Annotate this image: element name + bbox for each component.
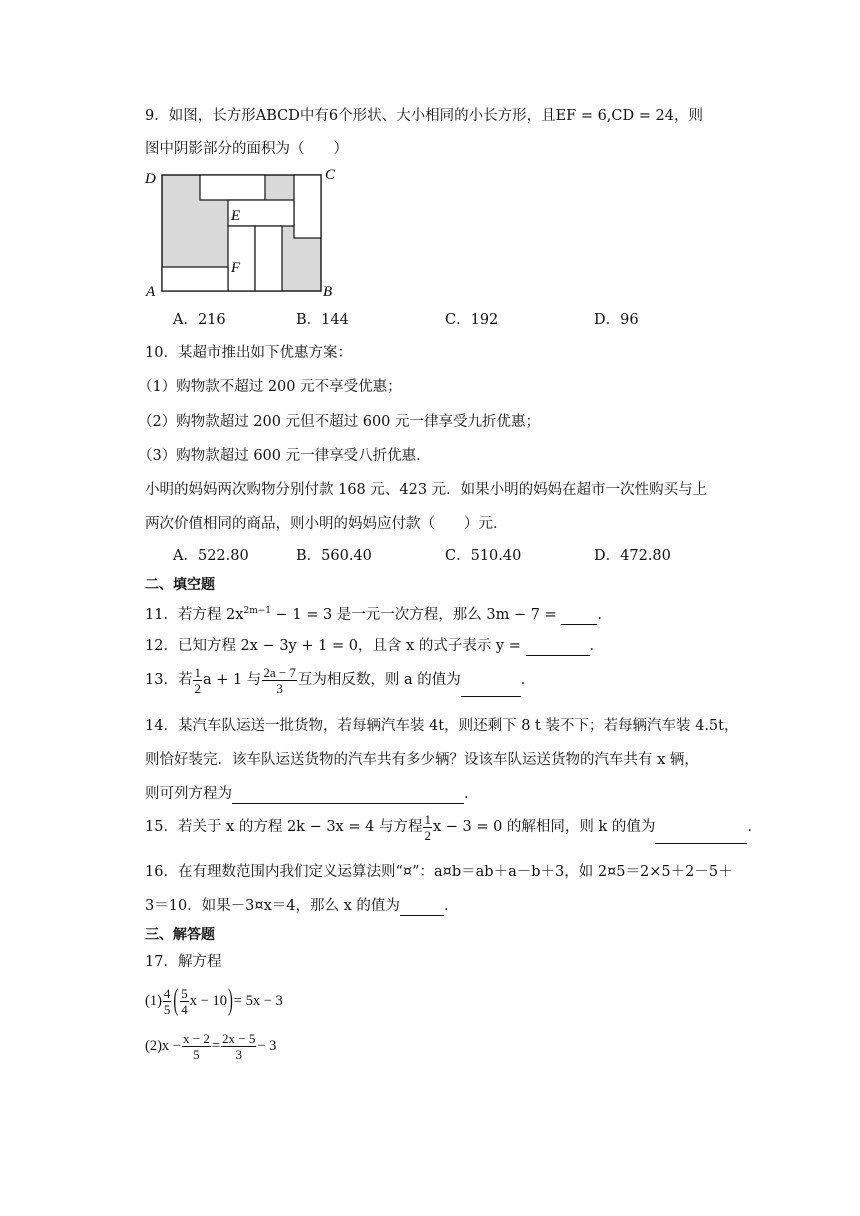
q10-line1: 10．某超市推出如下优惠方案： xyxy=(145,345,352,361)
q9-option-c[interactable]: C．192 xyxy=(445,312,499,328)
q13: 13．若 $\frac{1}{2}$ a + 1 与 $\frac{2a - 7}{3}$ 互为相反数，则 a 的值为 ． xyxy=(145,664,536,696)
q15-fraction: $\frac{1}{2}$ xyxy=(424,811,431,843)
q10-line3: （2）购物款超过 200 元但不超过 600 元一律享受九折优惠； xyxy=(138,414,541,430)
q17-p1-fraction-b: $\frac{5}{4}$ xyxy=(181,985,188,1017)
q11-pre: 11．若方程 2x xyxy=(145,607,244,623)
q16-line1: 16．在有理数范围内我们定义运算法则“¤”：a¤b＝ab＋a－b＋3，如 2¤5＝2×5＋2－5＋ xyxy=(145,864,733,880)
q12-answer-blank[interactable] xyxy=(526,639,590,656)
q15: 15．若关于 x 的方程 2k − 3x = 4 与方程 $\frac{1}{2}$ x − 3 = 0 的解相同，则 k 的值为 ． xyxy=(145,811,762,843)
q9-option-a[interactable]: A．216 xyxy=(173,312,226,328)
q14-answer-blank[interactable] xyxy=(232,787,464,804)
q9-option-d[interactable]: D．96 xyxy=(594,312,639,328)
q13-fraction-2: $\frac{2a - 7}{3}$ xyxy=(263,664,296,696)
small-rect-top xyxy=(200,175,265,200)
shaded-region-left-top xyxy=(200,200,228,267)
rectangle-figure xyxy=(143,166,343,301)
q9-line2: 图中阴影部分的面积为（ ） xyxy=(145,141,348,157)
q13-fraction-1: $\frac{1}{2}$ xyxy=(194,664,201,696)
q17-title: 17．解方程 xyxy=(145,954,222,970)
q12: 12．已知方程 2x − 3y + 1 = 0，且含 x 的式子表示 y = ． xyxy=(145,638,604,654)
q10-option-b[interactable]: B．560.40 xyxy=(296,548,372,564)
label-b: B xyxy=(323,284,333,300)
q11-exponent: 2m−1 xyxy=(243,606,271,617)
q10-line2: （1）购物款不超过 200 元不享受优惠； xyxy=(138,379,402,395)
label-d: D xyxy=(145,171,156,187)
q10-option-a[interactable]: A．522.80 xyxy=(173,548,249,564)
q17-p2-fraction-2: $\frac{2x - 5}{3}$ xyxy=(222,1030,256,1062)
q16-answer-blank[interactable] xyxy=(400,899,444,916)
q15-answer-blank[interactable] xyxy=(655,827,747,844)
q9-option-b[interactable]: B．144 xyxy=(296,312,349,328)
q14-line3: 则可列方程为 ． xyxy=(145,786,479,802)
q14-line2: 则恰好装完．该车队运送货物的汽车共有多少辆？设该车队运送货物的汽车共有 x 辆， xyxy=(145,752,699,768)
q12-pre: 12．已知方程 2x − 3y + 1 = 0，且含 x 的式子表示 y = xyxy=(145,638,526,654)
small-rect-v2 xyxy=(255,226,282,291)
q17-part2: (2)x − $\frac{x - 2}{5}$ = $\frac{2x - 5}{3}$ − 3 xyxy=(145,1030,277,1062)
q13-answer-blank[interactable] xyxy=(461,680,521,697)
q16-line2: 3＝10．如果－3¤x＝4，那么 x 的值为 ． xyxy=(145,898,459,914)
q17-p2-fraction-1: $\frac{x - 2}{5}$ xyxy=(182,1030,210,1062)
section-fill-in-title: 二、填空题 xyxy=(145,577,215,593)
shaded-region-top-right xyxy=(265,175,294,200)
q10-line5: 小明的妈妈两次购物分别付款 168 元、423 元．如果小明的妈妈在超市一次性购买与上 xyxy=(145,482,708,498)
shaded-region-left xyxy=(162,175,200,267)
q11-answer-blank[interactable] xyxy=(561,608,597,625)
q14-line1: 14．某汽车队运送一批货物，若每辆汽车装 4t，则还剩下 8 t 装不下；若每辆汽车装 4.5t， xyxy=(145,718,739,734)
q10-option-c[interactable]: C．510.40 xyxy=(445,548,522,564)
label-f: F xyxy=(231,260,241,276)
section-solve-title: 三、解答题 xyxy=(145,927,215,943)
q9-line1: 9．如图，长方形ABCD中有6个形状、大小相同的小长方形，且EF = 6,CD = 24，则 xyxy=(145,108,703,124)
small-rect-v1 xyxy=(228,226,255,291)
q10-line6: 两次价值相同的商品，则小明的妈妈应付款（ ）元． xyxy=(145,516,508,532)
q10-line4: （3）购物款超过 600 元一律享受八折优惠． xyxy=(138,448,431,464)
label-a: A xyxy=(146,284,156,300)
q10-option-d[interactable]: D．472.80 xyxy=(594,548,671,564)
small-rect-right-vertical xyxy=(294,175,321,238)
label-e: E xyxy=(231,208,241,224)
q17-part1: (1) $\frac{4}{5}$ ( $\frac{5}{4}$ x − 10)= 5x − 3 xyxy=(145,984,283,1018)
q11-mid: − 1 = 3 是一元一次方程，那么 3m − 7 = xyxy=(271,607,562,623)
q11: 11．若方程 $2x^{2m-1} - 1 = 3$ 是一元一次方程，那么 3m − 7 = ． xyxy=(145,606,612,623)
label-c: C xyxy=(325,167,336,183)
small-rect-bottom-left xyxy=(162,267,228,291)
q17-p1-fraction-a: $\frac{4}{5}$ xyxy=(163,985,171,1017)
